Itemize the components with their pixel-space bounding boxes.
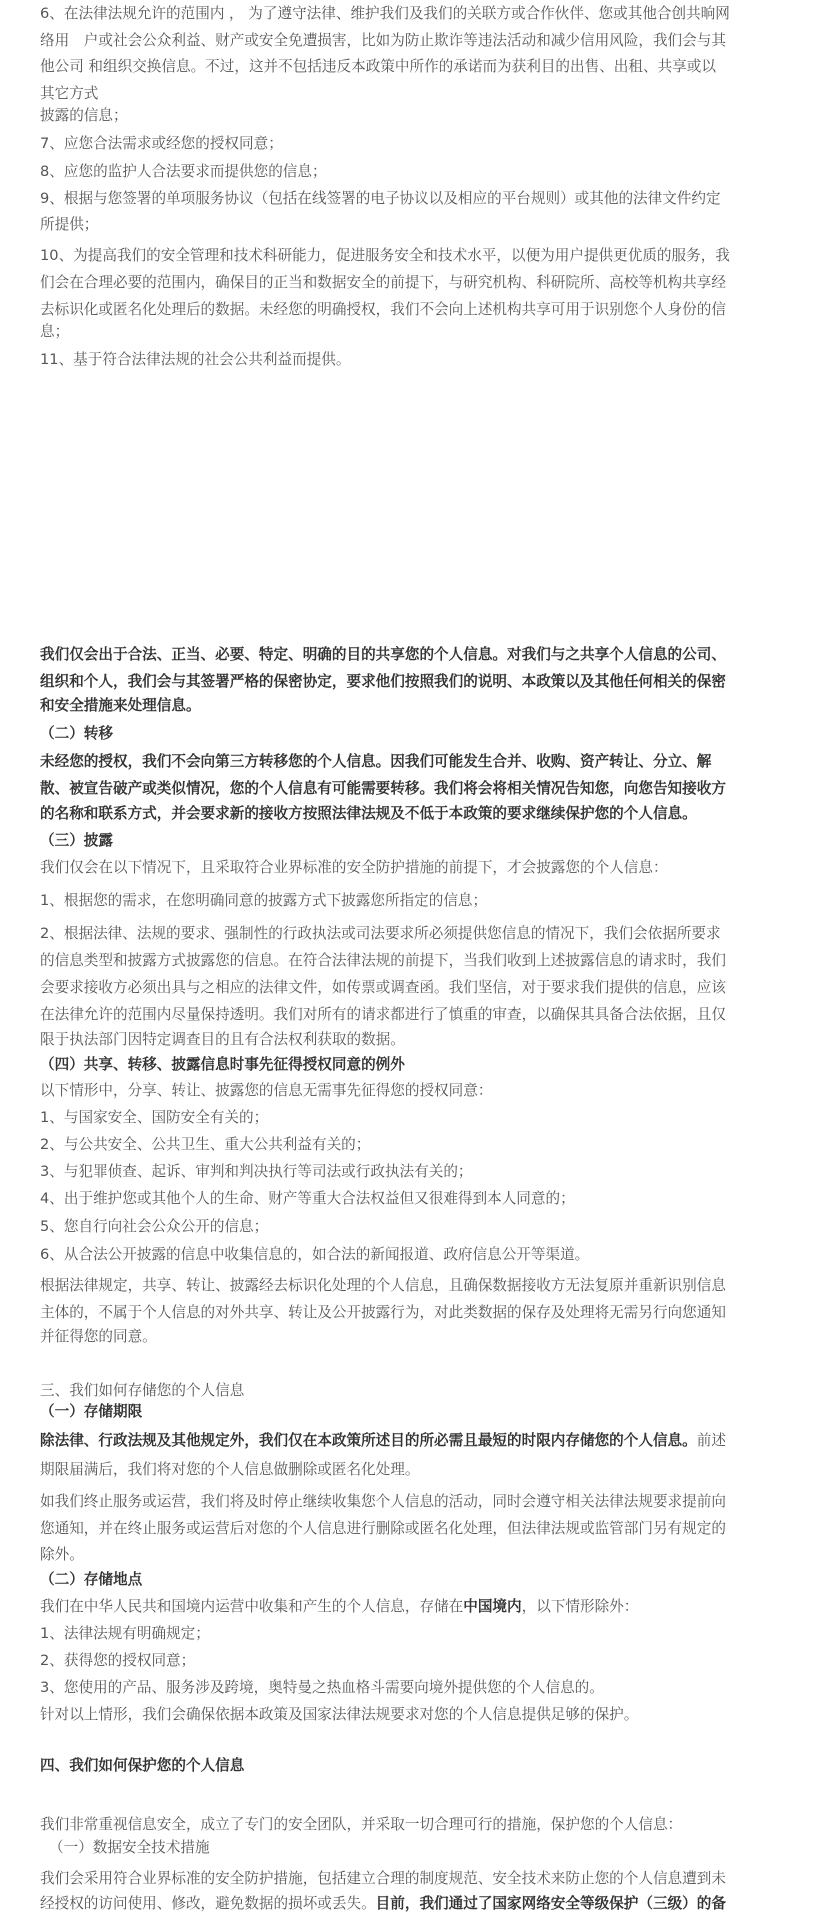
text-line: 6、在法律法规允许的范围内 ， 为了遵守法律、维护我们及我们的关联方或合作伙伴、您或其他合创共晌网: [40, 5, 730, 22]
bold-paragraph: 和安全措施来处理信息。: [40, 697, 201, 714]
text-line: 们会在合理必要的范围内，确保目的正当和数据安全的前提下，与研究机构、科研院所、高校等机构共享经: [40, 274, 726, 291]
list-item: 8、应您的监护人合法要求而提供您的信息；: [40, 163, 327, 180]
list-item: 6、从合法公开披露的信息中收集信息的，如合法的新闻报道、政府信息公开等渠道。: [40, 1246, 590, 1263]
text-line: 息；: [40, 323, 70, 340]
bold-text: 除法律、行政法规及其他规定外，我们仅在本政策所述目的所必需且最短的时限内存储您的个人信息。: [40, 1432, 697, 1449]
text-line: 所提供；: [40, 216, 99, 233]
list-item: 7、应您合法需求或经您的授权同意；: [40, 135, 283, 152]
text-line: 根据法律规定，共享、转让、披露经去标识化处理的个人信息，且确保数据接收方无法复原并重新识别信息: [40, 1277, 726, 1294]
list-item: 1、法律法规有明确规定；: [40, 1625, 210, 1642]
text-fragment: 我们在中华人民共和国境内运营中收集和产生的个人信息，存储在: [40, 1598, 464, 1615]
list-item: 10、为提高我们的安全管理和技术科研能力，促进服务安全和技术水平，以便为用户提供更优质的服务，我: [40, 247, 730, 264]
text-line: 披露的信息；: [40, 107, 128, 124]
bold-paragraph: 的名称和联系方式，并会要求新的接收方按照法律法规及不低于本政策的要求继续保护您的个人信息。: [40, 805, 697, 822]
text-line: 您通知，并在终止服务或运营后对您的个人信息进行删除或匿名化处理，但法律法规或监管部门另有规定的: [40, 1520, 726, 1537]
list-item: 2、根据法律、法规的要求、强制性的行政执法或司法要求所必须提供您信息的情况下，我们会依据所要求: [40, 925, 721, 942]
bold-paragraph: 我们仅会出于合法、正当、必要、特定、明确的目的共享您的个人信息。对我们与之共享个人信息的公司、: [40, 646, 726, 663]
text-line: 并征得您的同意。: [40, 1328, 157, 1345]
text-line: 限于执法部门因特定调查目的且有合法权利获取的数据。: [40, 1031, 405, 1048]
text-line: 我们非常重视信息安全，成立了专门的安全团队，并采取一切合理可行的措施，保护您的个人信息：: [40, 1816, 683, 1833]
text-line: 期限届满后，我们将对您的个人信息做删除或匿名化处理。: [40, 1461, 420, 1478]
text-line: 如我们终止服务或运营，我们将及时停止继续收集您个人信息的活动，同时会遵守相关法律法规要求提前向: [40, 1493, 726, 1510]
list-item: 5、您自行向社会公众公开的信息；: [40, 1218, 269, 1235]
list-item: 4、出于维护您或其他个人的生命、财产等重大合法权益但又很难得到本人同意的；: [40, 1190, 575, 1207]
text-line: 除外。: [40, 1546, 84, 1563]
text-line: 去标识化或匿名化处理后的数据。未经您的明确授权，我们不会向上述机构共享可用于识别您个人身份的信: [40, 301, 726, 318]
text-line: 以下情形中，分享、转让、披露您的信息无需事先征得您的授权同意：: [40, 1082, 493, 1099]
section-heading: 四、我们如何保护您的个人信息: [40, 1757, 245, 1774]
section-subheading: （二）存储地点: [40, 1571, 143, 1588]
text-line: 我们会采用符合业界标准的安全防护措施，包括建立合理的制度规范、安全技术来防止您的个人信息遭到未: [40, 1870, 726, 1887]
text-fragment: ，以下情形除外：: [521, 1598, 639, 1615]
list-item: 2、获得您的授权同意；: [40, 1652, 196, 1669]
bold-text: 中国境内: [463, 1598, 522, 1615]
list-item: 11、基于符合法律法规的社会公共利益而提供。: [40, 351, 351, 368]
text-fragment: 前述: [696, 1432, 726, 1449]
text-fragment: 经授权的访问使用、修改，避免数据的损坏或丢失。: [40, 1895, 376, 1912]
section-subheading: （一）存储期限: [40, 1403, 143, 1420]
section-subheading: （一）数据安全技术措施: [49, 1839, 210, 1856]
list-item: 2、与公共安全、公共卫生、重大公共利益有关的；: [40, 1136, 371, 1153]
section-subheading: （二）转移: [40, 725, 113, 742]
section-subheading: （四）共享、转移、披露信息时事先征得授权同意的例外: [40, 1056, 405, 1073]
text-line: 我们仅会在以下情况下，且采取符合业界标准的安全防护措施的前提下，才会披露您的个人信息：: [40, 859, 668, 876]
bold-paragraph: 未经您的授权，我们不会向第三方转移您的个人信息。因我们可能发生合并、收购、资产转让、分立、解: [40, 753, 712, 770]
bold-paragraph: 组织和个人，我们会与其签署严格的保密协定，要求他们按照我们的说明、本政策以及其他任何相关的保密: [40, 673, 726, 690]
text-line: 他公司 和组织交换信息。不过，这并不包括违反本政策中所作的承诺而为获利目的出售、出租、共享或以: [40, 58, 716, 75]
text-line: 会要求接收方必须出具与之相应的法律文件，如传票或调查函。我们坚信，对于要求我们提供的信息，应该: [40, 979, 726, 996]
text-line: 的信息类型和披露方式披露您的信息。在符合法律法规的前提下，当我们收到上述披露信息的请求时，我们: [40, 952, 726, 969]
text-line: [40, 1597, 638, 1617]
list-item: 3、与犯罪侦查、起诉、审判和判决执行等司法或行政执法有关的；: [40, 1163, 473, 1180]
section-heading: 三、我们如何存储您的个人信息: [40, 1382, 245, 1399]
text-line: 络用 户或社会公众利益、财产或安全免遭损害，比如为防止欺诈等违法活动和减少信用风险，我们会与其: [40, 32, 726, 49]
bold-paragraph: 散、被宣告破产或类似情况，您的个人信息有可能需要转移。我们将会将相关情况告知您，向您告知接收方: [40, 780, 726, 797]
list-item: 3、您使用的产品、服务涉及跨境，奥特曼之热血格斗需要向境外提供您的个人信息的。: [40, 1679, 604, 1696]
text-line: [40, 1431, 726, 1451]
text-line: 其它方式: [40, 85, 99, 102]
list-item: 9、根据与您签署的单项服务协议（包括在线签署的电子协议以及相应的平台规则）或其他的法律文件约定: [40, 190, 721, 207]
list-item: 1、与国家安全、国防安全有关的；: [40, 1109, 269, 1126]
text-line: 在法律允许的范围内尽量保持透明。我们对所有的请求都进行了慎重的审查，以确保其具备合法依据，且仅: [40, 1006, 726, 1023]
section-subheading: （三）披露: [40, 832, 113, 849]
list-item: 1、根据您的需求，在您明确同意的披露方式下披露您所指定的信息；: [40, 892, 488, 909]
text-line: 主体的，不属于个人信息的对外共享、转让及公开披露行为，对此类数据的保存及处理将无需另行向您通知: [40, 1304, 726, 1321]
text-line: 针对以上情形，我们会确保依据本政策及国家法律法规要求对您的个人信息提供足够的保护。: [40, 1706, 639, 1723]
bold-text: 目前，我们通过了国家网络安全等级保护（三级）的备: [375, 1895, 726, 1912]
text-line: [40, 1894, 726, 1914]
